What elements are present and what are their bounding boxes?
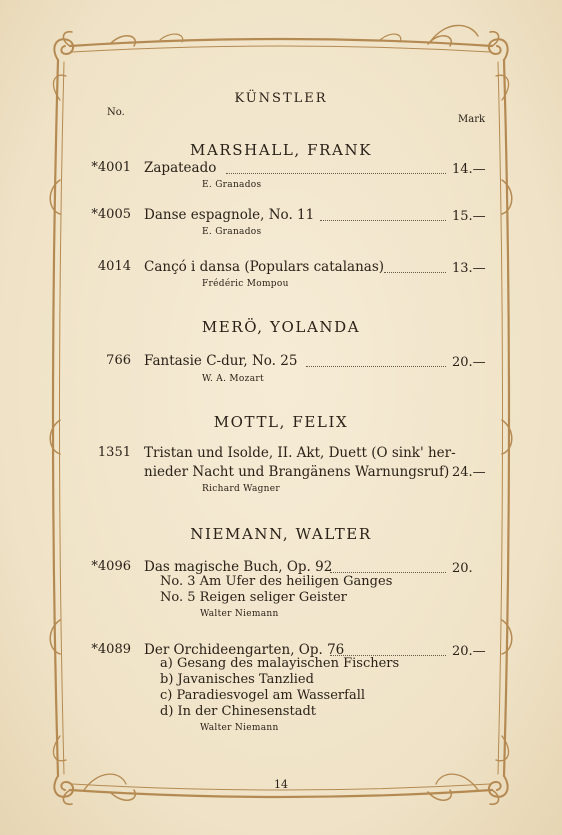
catalog-number: *4005 xyxy=(91,207,131,222)
section-header: KÜNSTLER xyxy=(234,91,328,106)
price: 14.— xyxy=(452,162,486,177)
composer: Walter Niemann xyxy=(200,609,279,619)
piece-title: Der Orchideengarten, Op. 76 xyxy=(144,642,345,658)
piece-title: Fantasie C-dur, No. 25 xyxy=(144,353,298,369)
composer: Richard Wagner xyxy=(202,484,281,494)
artist-heading: MARSHALL, FRANK xyxy=(190,141,372,159)
price: 20.— xyxy=(452,355,486,370)
dot-leader xyxy=(384,272,446,273)
column-header-price: Mark xyxy=(458,114,486,125)
composer: E. Granados xyxy=(202,227,262,237)
page-number: 14 xyxy=(274,778,288,791)
part-title: No. 3 Am Ufer des heiligen Ganges xyxy=(160,574,393,589)
catalog-number: *4089 xyxy=(91,642,131,657)
dot-leader xyxy=(330,572,446,573)
piece-title: Tristan und Isolde, II. Akt, Duett (O sink' her- xyxy=(144,445,456,461)
dot-leader xyxy=(226,173,446,174)
price: 24.— xyxy=(452,465,486,480)
price: 20.— xyxy=(452,644,486,659)
part-title: No. 5 Reigen seliger Geister xyxy=(160,590,347,605)
composer: W. A. Mozart xyxy=(202,374,264,384)
catalog-number: *4096 xyxy=(91,559,131,574)
composer: Walter Niemann xyxy=(200,723,279,733)
catalog-number: 766 xyxy=(106,353,131,368)
piece-title: Zapateado xyxy=(144,160,217,176)
part-title: a) Gesang des malayischen Fischers xyxy=(160,656,400,671)
piece-title-continued: nieder Nacht und Brangänens Warnungsruf) xyxy=(144,464,450,480)
part-title: d) In der Chinesenstadt xyxy=(160,704,316,719)
dot-leader xyxy=(320,220,446,221)
dot-leader xyxy=(306,366,446,367)
catalog-number: *4001 xyxy=(91,160,131,175)
composer: E. Granados xyxy=(202,180,262,190)
piece-title: Das magische Buch, Op. 92 xyxy=(144,559,333,575)
piece-title: Danse espagnole, No. 11 xyxy=(144,207,315,223)
part-title: b) Javanisches Tanzlied xyxy=(160,672,314,687)
price: 13.— xyxy=(452,261,486,276)
artist-heading: MERÖ, YOLANDA xyxy=(201,318,361,336)
catalog-number: 4014 xyxy=(97,259,131,274)
price: 20. xyxy=(452,561,473,576)
column-header-number: No. xyxy=(107,107,125,118)
part-title: c) Paradiesvogel am Wasserfall xyxy=(160,688,366,703)
piece-title: Cançó i dansa (Populars catalanas) xyxy=(144,259,385,275)
price: 15.— xyxy=(452,209,486,224)
artist-heading: MOTTL, FELIX xyxy=(213,413,349,431)
composer: Frédéric Mompou xyxy=(202,279,289,289)
artist-heading: NIEMANN, WALTER xyxy=(190,525,372,543)
catalog-number: 1351 xyxy=(97,445,131,460)
